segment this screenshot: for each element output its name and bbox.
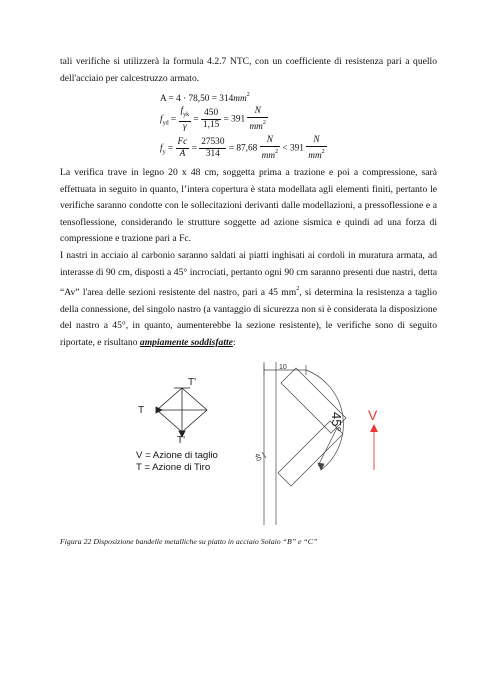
fy-unit-den: mm <box>261 151 276 161</box>
label-t-bottom: T' <box>177 435 186 446</box>
nastri-text-a: I nastri in acciaio al carbonio saranno saldati ai piatti inghisati ai cordoli in muratura armata, ad interasse di 90 cm, disposti a 45° incrociati, pertanto ogni 90 cm saranno presenti due nastri, detta “Av” l'area delle sezioni resistente del nastro, pari a 45 mm <box>60 250 437 299</box>
fyd-denominator: 1,15 <box>203 120 220 130</box>
shear-arrow <box>370 424 378 470</box>
equation-fy: $f_y$ = $\frac{Fc}{A}$ = $\frac{27530}{314}$ = 87,68 $\frac{N}{mm^2}$ < 391 $\frac{N}{mm^2}$ <box>160 135 325 161</box>
fy-limit-unit-den: mm <box>308 151 322 161</box>
label-v: V <box>368 407 378 423</box>
label-t-left: T <box>138 405 145 416</box>
fy-subscript: y <box>162 149 166 156</box>
fy-numerator: 27530 <box>201 137 225 147</box>
fy-denominator: 314 <box>205 149 220 159</box>
dim-label-side: 40 <box>252 452 262 463</box>
fyd-numerator: 450 <box>201 108 221 120</box>
fyd-unit-exp: 2 <box>262 120 266 126</box>
paragraph-verifica-trave: La verifica trave in legno 20 x 48 cm, soggetta prima a trazione e poi a compressione, sarà effettuata in seguito in quanto, l’intera copertura è stata modellata agli elementi finiti, pertanto le verifiche saranno condotte con le sollecitazioni derivanti dalle modellazioni, a pressoflessione e a tensoflessione, considerando le strutture soggette ad azione sismica e quindi ad una forza di compressione e trazione pari a Fc. <box>60 167 437 245</box>
equation-fyd: $f_{yd}$ = $\frac{f_{yk}}{\gamma}$ = $\frac{450}{1,15}$ = 391 $\frac{N}{mm^2}$ <box>160 106 266 132</box>
fy-limit-unit-num: N <box>313 135 320 145</box>
extension-line <box>318 428 337 466</box>
legend-shear: V = Azione di taglio <box>136 450 218 461</box>
angle-label: 45° <box>329 412 344 432</box>
nastri-exponent: 2 <box>296 286 300 293</box>
fyd-unit-den: mm <box>249 122 263 132</box>
fy-symbol: f <box>160 143 163 154</box>
nastri-end: : <box>232 336 236 348</box>
fy-unit-num: N <box>266 135 273 145</box>
equation-area-expression: A = 4 · 78,50 = 314 <box>160 94 234 104</box>
equation-area-exponent: 2 <box>246 92 250 98</box>
nastri-text-b: , si determina la resistenza a taglio della connessione, del singolo nastro (a vantaggio di sicurezza non si è considerata la disposizione del nastro a 45°, in quanto, aumenterebbe la sezione resistente), le verifiche sono di seguito riportate, e risultano <box>60 287 437 348</box>
dim-label-top: 10 <box>279 364 287 371</box>
gamma-symbol: γ <box>182 121 187 132</box>
area-symbol: A <box>179 149 186 159</box>
fyk-symbol: f <box>180 106 184 117</box>
fy-comparison: < 391 <box>282 143 304 154</box>
fy-unit-exp: 2 <box>275 149 279 155</box>
plate-drawing <box>262 362 346 525</box>
fyd-unit-num: N <box>254 106 261 116</box>
legend-tension: T = Azione di Tiro <box>136 462 211 473</box>
fyd-subscript: yd <box>162 120 169 127</box>
fyk-subscript: yk <box>183 111 190 118</box>
force-diagram <box>156 388 207 437</box>
fyd-symbol: f <box>160 114 163 125</box>
fyd-result: = 391 <box>223 114 246 125</box>
fc-symbol: Fc <box>177 137 188 147</box>
fy-result: = 87,68 <box>228 143 258 154</box>
label-t-top: T' <box>188 377 197 388</box>
equation-area-unit: mm <box>233 94 247 104</box>
angle-arrowhead <box>318 463 324 470</box>
paragraph-intro: tali verifiche si utilizzerà la formula 4.2.7 NTC, con un coefficiente di resistenza pari a quello dell'acciaio per calcestruzzo armato. <box>60 56 437 84</box>
shear-arrow-head <box>370 424 378 432</box>
fy-limit-unit-exp: 2 <box>321 149 325 155</box>
emphasis-soddisfatte: ampiamente soddisfatte <box>139 336 233 348</box>
figure-caption: Figura 22 Disposizione bandelle metalliche su piatto in acciaio Solaio “B” e “C” <box>60 537 318 546</box>
